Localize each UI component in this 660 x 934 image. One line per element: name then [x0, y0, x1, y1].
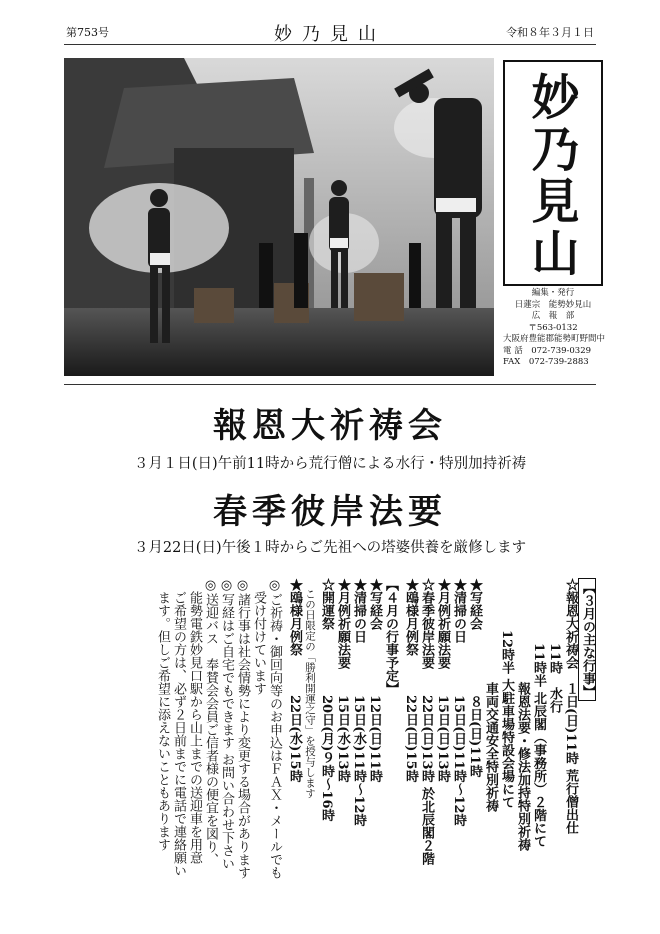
- headline-sub-2: ３月22日(日)午後１時からご先祖への塔婆供養を厳修します: [133, 540, 527, 556]
- publisher-line1: 編集・発行: [531, 288, 575, 298]
- march-item: ★月例祈願法要 15日(日)13時: [435, 578, 450, 783]
- april-item: この日限定の「勝利開運之守」を授与します: [304, 578, 316, 799]
- april-item: ★清掃の日 15日(水)11時～12時: [351, 578, 366, 827]
- headline-title-2: 春季彼岸法要: [213, 492, 447, 532]
- publisher-fax: FAX 072-739-2883: [503, 357, 589, 367]
- note-line: ◎写経はご自宅でもできます お問い合わせ下さい: [219, 578, 234, 871]
- cover-photo: [64, 58, 494, 376]
- march-item: 12時半 大駐車場特設会場にて: [499, 578, 514, 809]
- publisher-address: 大阪府豊能郡能勢町野間中: [503, 334, 606, 344]
- publisher-line3: 広 報 部: [531, 311, 575, 321]
- masthead-title: 妙乃見山: [274, 24, 386, 45]
- march-item: ☆報恩大祈祷会 １日(日)11時 荒行僧出仕: [563, 578, 578, 834]
- calligraphy-logo: 妙乃見山: [523, 72, 579, 280]
- march-item: ★鴎様月例祭 22日(日)15時: [403, 578, 418, 783]
- publisher-postal: 〒563-0132: [528, 322, 578, 333]
- note-line: ◎送迎バス 奉賛会会員ご信者様の便宜を図り、: [203, 578, 218, 866]
- headline-title-1: 報恩大祈祷会: [213, 406, 447, 446]
- header-rule: [64, 44, 596, 45]
- publisher-line2: 日蓮宗 能勢妙見山: [514, 299, 592, 310]
- april-heading: 【４月の行事予定】: [383, 578, 398, 695]
- section-rule: [64, 384, 596, 385]
- headline-sub-1: ３月１日(日)午前11時から荒行僧による水行・特別加持祈祷: [133, 456, 527, 472]
- publisher-tel: 電 話 072-739-0329: [503, 345, 592, 356]
- note-line: 能勢電鉄妙見口駅から山上までの送迎車を用意: [187, 578, 202, 864]
- logo-box: [503, 60, 603, 286]
- note-line: 受け付けています: [251, 578, 266, 695]
- march-item: ★写経会 ８日(日)11時: [467, 578, 482, 778]
- march-item: ☆春季彼岸法要 22日(日)13時 於北辰閣２階: [419, 578, 434, 866]
- march-item: 車両交通安全特別祈祷: [483, 578, 498, 812]
- issue-number: 第753号: [66, 26, 109, 39]
- march-item: ★清掃の日 15日(日)11時～12時: [451, 578, 466, 827]
- issue-date: 令和８年３月１日: [506, 26, 594, 39]
- publisher-info: [503, 288, 606, 369]
- note-line: ◎ご祈祷・御回向等のお申込はＦＡＸ・メールでも: [267, 578, 282, 879]
- note-line: ご希望の方は、必ず２日前までに電話で連絡願い: [171, 578, 186, 877]
- april-item: ★鴎様月例祭 22日(水)15時: [287, 578, 302, 783]
- march-item: 11時 水行: [547, 578, 562, 714]
- march-heading: 【３月の主な行事】: [578, 578, 596, 701]
- note-line: ◎諸行事は社会情勢により変更する場合があります: [235, 578, 250, 879]
- march-item: 報恩法要・修法加持特別祈祷: [515, 578, 530, 851]
- april-item: ★月例祈願法要 15日(水)13時: [335, 578, 350, 783]
- cover-photo-illustration: [64, 58, 494, 376]
- note-line: ます。但しご希望に添えないこともあります: [155, 578, 170, 851]
- schedule-column: [60, 578, 596, 878]
- april-item: ★写経会 12日(日)11時: [367, 578, 382, 783]
- april-item: ☆開運祭 20日(月)９時～16時: [319, 578, 334, 822]
- march-item: 11時半 北辰閣（事務所）２階にて: [531, 578, 546, 848]
